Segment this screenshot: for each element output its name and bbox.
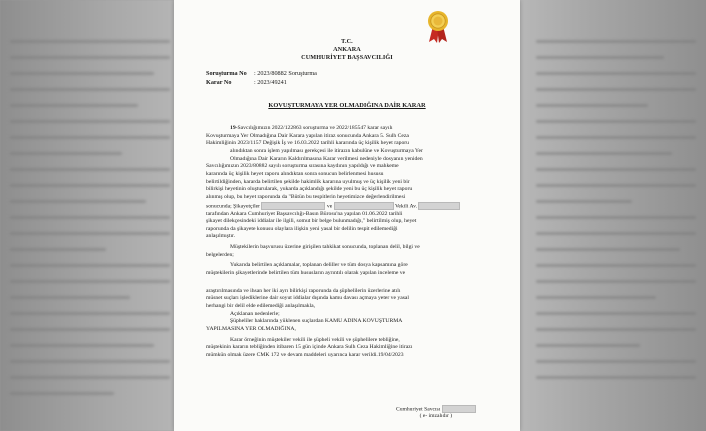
paragraph-text: ve — [326, 202, 333, 209]
paragraph-line: bilirkişi heyetinin oluşturularak, yukarda açıklandığı şekilde yeni bu üç kişilik heyet raporu — [206, 186, 413, 193]
karar-label: Karar No — [206, 79, 232, 86]
paragraph-line: müştekilerin şikayetlerinde belirtilen tüm hususların ayrıntılı olarak yapılan inceleme ve — [206, 270, 406, 277]
paragraph-line: kararında üç kişilik heyet raporu alındıktan sonra sonucun belirlenmesi hususu — [206, 170, 384, 177]
paragraph-line-redacted — [206, 202, 472, 211]
paragraph-line: müsnet suçları işlediklerine dair soyut iddialar dışında kamu davası açmaya yeter ve yasal — [206, 295, 409, 302]
paragraph-line: müştekinin kararın tebliğinden itibaren 15 gün içinde Ankara Sulh Ceza Hakimliğine itirazı — [206, 344, 413, 351]
redaction-box — [261, 202, 325, 210]
redaction-box — [442, 405, 476, 413]
paragraph-line: Karar örneğinin müştekiler vekili ile şüpheli vekili ve şüphelilere tebliğine, — [230, 336, 400, 343]
paragraph-1-line-1 — [206, 125, 472, 133]
signature-title: Cumhuriyet Savcısı — [396, 406, 441, 413]
header-office: CUMHURİYET BAŞSAVCILIĞI — [301, 54, 393, 61]
document-body — [206, 125, 472, 360]
paragraph-line: alındıktan sonra işlem yapılması gerekçesi ile itirazın kabulüne ve Kovuşturmaya Yer — [230, 147, 423, 154]
document-title: KOVUŞTURMAYA YER OLMADIĞINA DAİR KARAR — [268, 102, 426, 109]
paragraph-line: Şüpheliler haklarında yüklenen suçlardan KAMU ADINA KOVUŞTURMA — [230, 318, 403, 325]
paragraph-line: Hakimliğinin 2023/1157 Değişik İş ve 16.03.2022 tarihli kararında üç kişilik heyet raporu — [206, 140, 409, 147]
karar-value: : 2023/49241 — [254, 79, 287, 86]
paragraph-text: Savcılığımızın 2022/122863 soruşturma ve 2022/185547 karar sayılı — [237, 125, 393, 131]
signature-block — [396, 405, 476, 419]
paragraph-line: anlaşılmıştır. — [206, 233, 235, 240]
header-tc: T.C. — [341, 38, 353, 45]
sorusturma-row — [206, 70, 317, 77]
redaction-box — [334, 202, 394, 210]
paragraph-line: raporunda da şikayete konusu olaylara ilişkin yeni yasal bir delilin tespit edilemediği — [206, 225, 398, 232]
paragraph-line: Müştekilerin başvurusu üzerine girişilen tahkikat sonucunda, toplanan delil, bilgi ve — [230, 244, 420, 251]
redaction-box — [418, 202, 460, 210]
blurred-background-right — [516, 0, 706, 431]
signature-note: ( e- imzalıdır ) — [419, 413, 453, 419]
sorusturma-value: : 2023/80882 Soruşturma — [254, 70, 317, 77]
paragraph-number: 19- — [230, 125, 238, 131]
paragraph-line: şikayet dilekçesindeki iddialar ile ilgili, somut bir belge bulunmadığı," belirtilmiş olup, heyet — [206, 218, 417, 225]
paragraph-line: araştırılmasında ve ihsan her iki ayrı bilirkişi raporunda da şüphelilerin üzerlerine atılı — [206, 287, 401, 294]
paragraph-line: Olmadığına Dair Kararın Kaldırılmasına Karar verilmesi nedeniyle dosyanın yeniden — [230, 155, 423, 162]
paragraph-text: Vekili Av. — [394, 202, 418, 209]
paragraph-line: belgelerden; — [206, 251, 234, 258]
karar-row — [206, 79, 287, 86]
paragraph-line: Yukarıda belirtilen açıklamalar, toplanan deliller ve tüm dosya kapsamına göre — [230, 262, 408, 269]
paragraph-line: mümkün olmak üzere CMK 172 ve devam maddeleri uyarınca karar verildi.19/04/2023 — [206, 352, 404, 359]
blurred-background-left — [0, 0, 180, 431]
sorusturma-label: Soruşturma No — [206, 70, 247, 77]
paragraph-line: Kovuşturmaya Yer Olmadığına Dair Karara yapılan itiraz sonucunda Ankara 5. Sulh Ceza — [206, 132, 409, 139]
paragraph-line: Açıklanan nedenlerle; — [230, 310, 280, 317]
paragraph-line: tarafından Ankara Cumhuriyet Başsavcılığı-Basın Bürosu'na yapılan 01.06.2022 tarihli — [206, 210, 403, 217]
paragraph-line: herhangi bir delil elde edilemediği anlaşılmakla, — [206, 303, 316, 310]
paragraph-line: YAPILMASINA YER OLMADIĞINA, — [206, 326, 296, 333]
header-city: ANKARA — [333, 46, 361, 53]
paragraph-line: Savcılığımızın 2023/80882 sayılı soruşturma sırasına kaydının yapıldığı ve mahkeme — [206, 163, 399, 170]
document-page — [174, 0, 520, 431]
paragraph-line: belirtildiğinden, kararda belirtilen şekilde hakimlik kararına uyulmuş ve üç kişilik yeni bir — [206, 178, 410, 185]
paragraph-text: sonucunda; Şikayetçiler — [206, 202, 261, 209]
paragraph-line: alınmış olup, bu heyet raporunda da "Bütün bu tespitlerin heyetimizce değerlendirilmesi — [206, 193, 406, 200]
